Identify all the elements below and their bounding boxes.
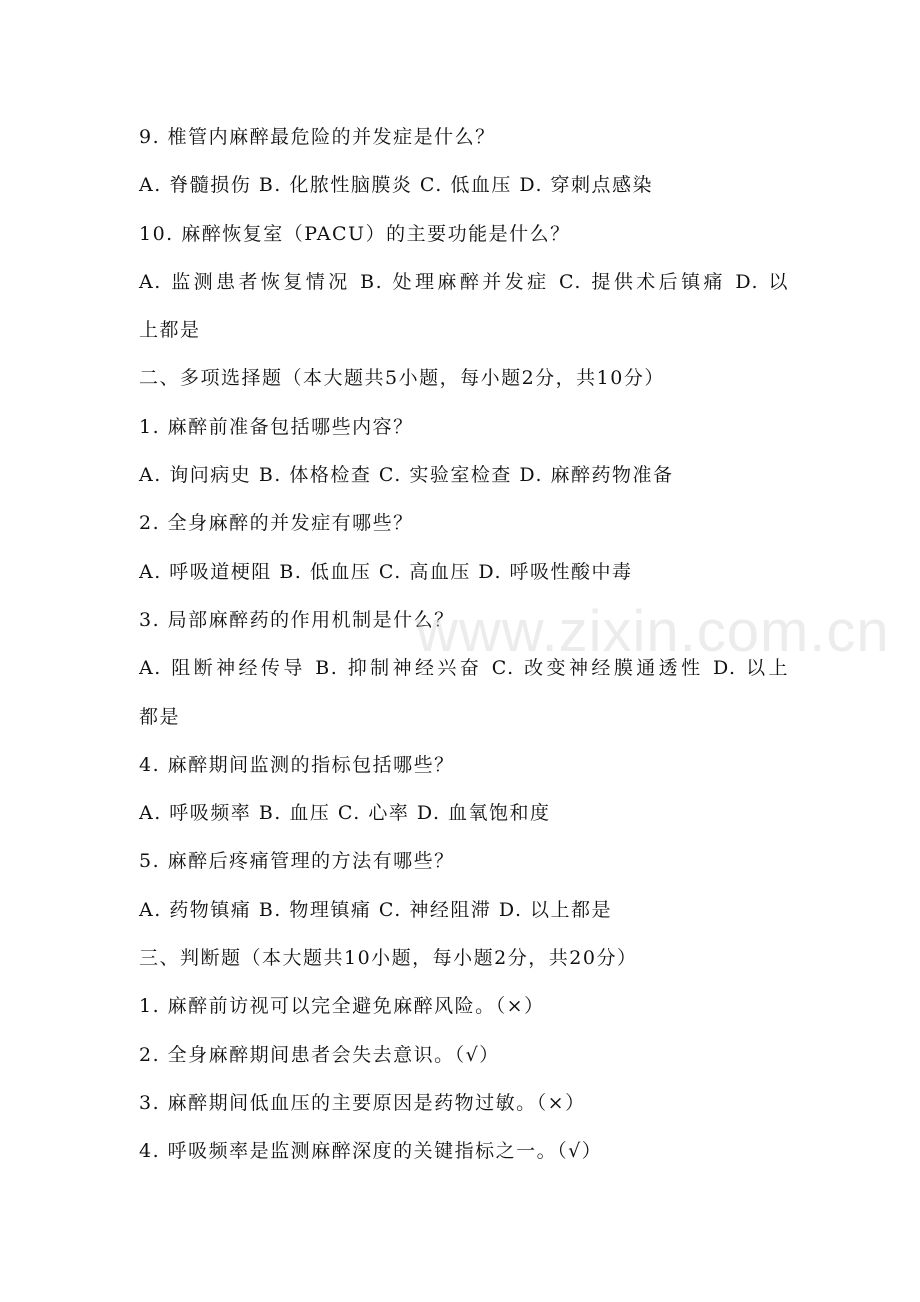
answer-options: A. 药物镇痛 B. 物理镇痛 C. 神经阻滞 D. 以上都是 <box>139 898 613 921</box>
question-text: 2. 全身麻醉的并发症有哪些？ <box>139 512 414 535</box>
answer-options-continued: 上都是 <box>139 319 201 342</box>
watermark: www.zixin.com.cn <box>416 599 890 664</box>
answer-options-continued: 都是 <box>139 705 181 728</box>
question-text: 10. 麻醉恢复室（PACU）的主要功能是什么？ <box>139 222 571 245</box>
question-text: 1. 麻醉前准备包括哪些内容？ <box>139 415 414 438</box>
document-body <box>139 118 789 1181</box>
answer-options: A. 脊髓损伤 B. 化脓性脑膜炎 C. 低血压 D. 穿刺点感染 <box>139 174 654 197</box>
judgment-item: 2. 全身麻醉期间患者会失去意识。（√） <box>139 1043 500 1066</box>
answer-options: A. 询问病史 B. 体格检查 C. 实验室检查 D. 麻醉药物准备 <box>139 464 674 487</box>
answer-options: A. 呼吸频率 B. 血压 C. 心率 D. 血氧饱和度 <box>139 802 551 825</box>
judgment-item: 3. 麻醉期间低血压的主要原因是药物过敏。（×） <box>139 1091 586 1114</box>
judgment-item: 1. 麻醉前访视可以完全避免麻醉风险。（×） <box>139 995 545 1018</box>
answer-options: A. 呼吸道梗阻 B. 低血压 C. 高血压 D. 呼吸性酸中毒 <box>139 560 633 583</box>
question-text: 4. 麻醉期间监测的指标包括哪些？ <box>139 753 455 776</box>
answer-options: A. 监测患者恢复情况 B. 处理麻醉并发症 C. 提供术后镇痛 D. 以 <box>139 270 789 293</box>
question-text: 9. 椎管内麻醉最危险的并发症是什么？ <box>139 126 496 148</box>
judgment-item: 4. 呼吸频率是监测麻醉深度的关键指标之一。（√） <box>139 1140 603 1163</box>
question-text: 3. 局部麻醉药的作用机制是什么？ <box>139 608 455 631</box>
question-text: 5. 麻醉后疼痛管理的方法有哪些？ <box>139 850 455 873</box>
section-heading: 二、多项选择题（本大题共5小题，每小题2分，共10分） <box>139 367 665 390</box>
section-heading: 三、判断题（本大题共10小题，每小题2分，共20分） <box>139 947 638 970</box>
answer-options: A. 阻断神经传导 B. 抑制神经兴奋 C. 改变神经膜通透性 D. 以上 <box>139 657 789 680</box>
